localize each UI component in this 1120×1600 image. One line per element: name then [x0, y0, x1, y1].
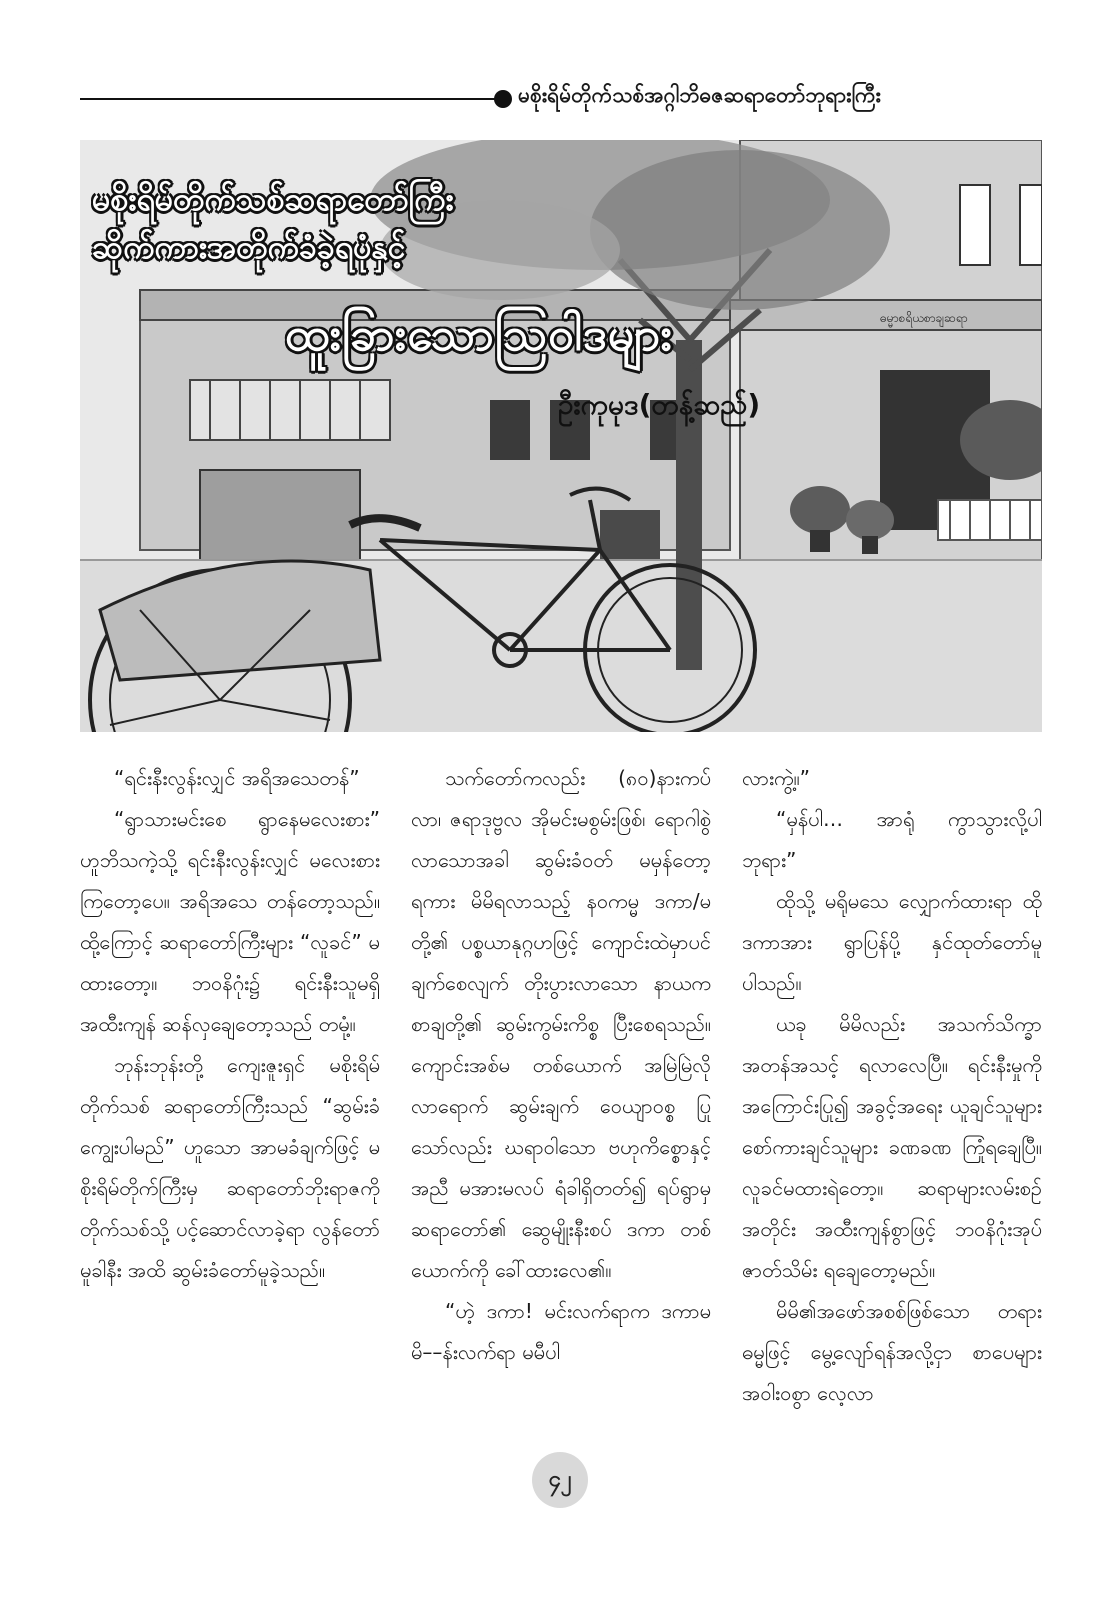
paragraph: မိမိ၏အဖော်အစစ်ဖြစ်သော တရားဓမ္မဖြင့် မွေ့လျော်ရန်အလို့ငှာ စာပေများ အဝါးဝစွာ လေ့လာ	[742, 1299, 1042, 1405]
paragraph: ယခု မိမိလည်း အသက်သိက္ခာ အတန်အသင့် ရလာလေပြီ။ ရင်းနီးမှုကို အကြောင်းပြု၍ အခွင့်အရေး ယူချင်သူများ စော်ကားချင်သူများ ခဏခဏ ကြုံရချေပြီ။ လူခင်မထားရဲတော့။ ဆရာများလမ်းစဉ် အတိုင်း အထီးကျန်စွာဖြင့် ဘဝနိဂုံးအုပ် ဇာတ်သိမ်း ရချေတော့မည်။	[742, 1012, 1042, 1282]
paragraph: “ဟဲ့ ဒကာ! မင်းလက်ရာက ဒကာမ မိ––န်းလက်ရာ မမီပါ	[411, 1299, 711, 1364]
headline-line-2: ဆိုက်ကားအတိုက်ခံခဲ့ရပုံနှင့်	[92, 228, 406, 266]
text-column-3	[742, 758, 1042, 1414]
page-number: ၄၂	[532, 1452, 588, 1508]
paragraph: သက်တော်ကလည်း (၈၀)နားကပ်လာ၊ ဇရာဒုဗ္ဗလ အိုမင်းမစွမ်းဖြစ်၊ ရောဂါစွဲလာသောအခါ ဆွမ်းခံဝတ် မမှန်တော့ရကား မိမိရလာသည့် နဝကမ္မ ဒကာ/မတို့၏ ပစ္စယာနုဂ္ဂဟဖြင့် ကျောင်းထဲမှာပင်ချက်စေလျက် တိုးပွားလာသော နာယက စာချတို့၏ ဆွမ်းကွမ်းကိစ္စ ပြီးစေရသည်။ ကျောင်းအစ်မ တစ်ယောက် အမြဲမြဲလို လာရောက် ဆွမ်းချက် ဝေယျာဝစ္စ ပြုသော်လည်း ဃရာဝါသော ဗဟုကိစ္စောနှင့်အညီ မအားမလပ် ရံခါရှိတတ်၍ ရပ်ရွာမှ ဆရာတော်၏ ဆွေမျိုးနီးစပ် ဒကာ တစ်ယောက်ကို ခေါ်ထားလေ၏။	[411, 766, 711, 1282]
paragraph: ထိုသို့ မရိုမသေ လျှောက်ထားရာ ထိုဒကာအား ရွာပြန်ပို့ နှင်ထုတ်တော်မူပါသည်။	[742, 889, 1042, 995]
running-title: မစိုးရိမ်တိုက်သစ်အဂ္ဂါဘိဓဇဆရာတော်ဘုရားကြီး	[518, 83, 881, 107]
header-rule	[80, 98, 500, 100]
paragraph: “ရင်းနီးလွန်းလျှင် အရိအသေတန်”	[114, 766, 360, 790]
headline-line-1: မစိုးရိမ်တိုက်သစ်ဆရာတော်ကြီး	[92, 180, 454, 218]
running-header	[80, 78, 1042, 118]
article-body	[80, 758, 1042, 1438]
text-column-1	[80, 758, 380, 1291]
paragraph: ဘုန်းဘုန်းတို့ ကျေးဇူးရှင် မစိုးရိမ်တိုက်သစ် ဆရာတော်ကြီးသည် “ဆွမ်းခံကျွေးပါမည်” ဟူသော အာမခံချက်ဖြင့် မစိုးရိမ်တိုက်ကြီးမှ ဆရာတော်ဘိုးရာဇကို တိုက်သစ်သို့ ပင့်ဆောင်လာခဲ့ရာ လွန်တော်မူခါနီး အထိ ဆွမ်းခံတော်မူခဲ့သည်။	[80, 1053, 380, 1282]
headline-main: ထူးခြားသောသြဝါဒများ	[285, 307, 674, 361]
author-byline: ဦးကုမုဒ(တန့်ဆည်)	[558, 388, 761, 421]
paragraph: “ရွာသားမင်းစေ ရွာနေမလေးစား” ဟူဘိသကဲ့သို့ ရင်းနီးလွန်းလျှင် မလေးစားကြတော့ပေ။ အရိအသေ တန်တော့သည်။ ထို့ကြောင့် ဆရာတော်ကြီးများ “လူခင်” မထားတော့။ ဘဝနိဂုံး၌ ရင်းနီးသူမရှိ အထီးကျန် ဆန်လှချေတော့သည် တမုံ့။	[80, 807, 380, 1036]
building-sign: ဓမ္မာစရိယစာချဆရာ	[880, 311, 968, 325]
header-bullet-icon	[494, 90, 512, 108]
text-column-2	[411, 758, 711, 1373]
hero-illustration	[80, 140, 1042, 732]
paragraph-continued: လားကွဲ့။”	[742, 766, 811, 790]
paragraph: “မှန်ပါ… အာရုံ ကွာသွားလို့ပါ ဘုရား”	[742, 807, 1042, 872]
